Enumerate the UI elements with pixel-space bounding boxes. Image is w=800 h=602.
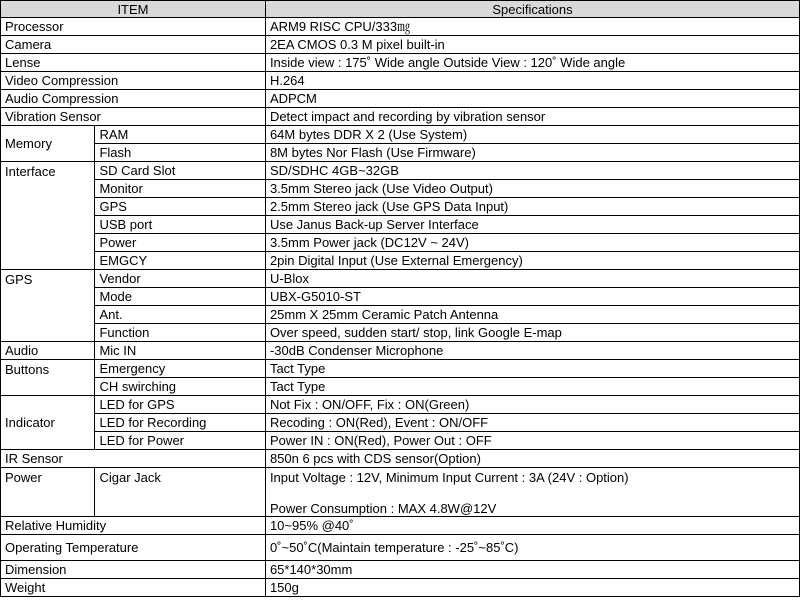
table-row [1,108,800,126]
row-value: -30dB Condenser Microphone [265,342,799,360]
row-value: Use Janus Back-up Server Interface [265,216,799,234]
table-row [1,396,800,414]
row-value: Tact Type [265,360,799,378]
row-value: Recoding : ON(Red), Event : ON/OFF [265,414,799,432]
table-row [1,468,800,517]
row-value [265,468,799,517]
sub-label: SD Card Slot [95,162,265,180]
row-value: UBX-G5010-ST [265,288,799,306]
table-row [1,144,800,162]
row-value: 850n 6 pcs with CDS sensor(Option) [265,450,799,468]
row-value: 8M bytes Nor Flash (Use Firmware) [265,144,799,162]
row-label: Dimension [1,561,266,579]
row-value: SD/SDHC 4GB~32GB [265,162,799,180]
sub-label: LED for Power [95,432,265,450]
header-row [1,1,800,18]
row-value: Detect impact and recording by vibration sensor [265,108,799,126]
sub-label: CH swirching [95,378,265,396]
row-value: 3.5mm Power jack (DC12V ~ 24V) [265,234,799,252]
table-row [1,126,800,144]
row-label: Lense [1,54,266,72]
group-label: Memory [1,126,95,162]
row-label: Operating Temperature [1,535,266,561]
row-label: Video Compression [1,72,266,90]
table-row [1,432,800,450]
power-input-text: Input Voltage : 12V, Minimum Input Current : 3A (24V : Option) [269,470,629,485]
sub-label: Cigar Jack [95,468,265,517]
group-label: Power [1,468,95,517]
sub-label: RAM [95,126,265,144]
row-value: 150g [265,579,799,597]
row-value: Over speed, sudden start/ stop, link Google E-map [265,324,799,342]
table-row [1,579,800,597]
sub-label: Function [95,324,265,342]
row-value: ADPCM [265,90,799,108]
group-label: Audio [1,342,95,360]
table-row [1,36,800,54]
row-value: 65*140*30mm [265,561,799,579]
row-label: Weight [1,579,266,597]
row-value: Power IN : ON(Red), Power Out : OFF [265,432,799,450]
header-item: ITEM [1,1,266,18]
table-row [1,162,800,180]
table-row [1,90,800,108]
table-row [1,72,800,90]
table-row [1,517,800,535]
sub-label: Emergency [95,360,265,378]
header-specifications: Specifications [265,1,799,18]
row-value: ARM9 RISC CPU/333㎎ [265,18,799,36]
table-row [1,450,800,468]
row-value: Inside view : 175˚ Wide angle Outside View : 120˚ Wide angle [265,54,799,72]
table-row [1,342,800,360]
table-row [1,180,800,198]
table-row [1,378,800,396]
row-label: Processor [1,18,266,36]
table-row [1,414,800,432]
sub-label: EMGCY [95,252,265,270]
row-value: 3.5mm Stereo jack (Use Video Output) [265,180,799,198]
sub-label: Mode [95,288,265,306]
group-label: Indicator [1,396,95,450]
table-row [1,270,800,288]
group-label: Buttons [1,360,95,396]
sub-label: USB port [95,216,265,234]
sub-label: Monitor [95,180,265,198]
sub-label: Vendor [95,270,265,288]
table-row [1,288,800,306]
table-row [1,535,800,561]
row-value: 64M bytes DDR X 2 (Use System) [265,126,799,144]
group-label: GPS [1,270,95,342]
row-value: Tact Type [265,378,799,396]
sub-label: Mic IN [95,342,265,360]
sub-label: GPS [95,198,265,216]
row-label: Audio Compression [1,90,266,108]
row-label: IR Sensor [1,450,266,468]
table-row [1,306,800,324]
table-row [1,360,800,378]
row-label: Camera [1,36,266,54]
table-row [1,234,800,252]
table-row [1,561,800,579]
row-value: 25mm X 25mm Ceramic Patch Antenna [265,306,799,324]
row-value: U-Blox [265,270,799,288]
table-row [1,198,800,216]
row-value: 2.5mm Stereo jack (Use GPS Data Input) [265,198,799,216]
table-row [1,324,800,342]
row-value: 2EA CMOS 0.3 M pixel built-in [265,36,799,54]
group-label: Interface [1,162,95,270]
power-consumption-text: Power Consumption : MAX 4.8W@12V [269,501,497,516]
row-value: 2pin Digital Input (Use External Emergency) [265,252,799,270]
row-value: H.264 [265,72,799,90]
table-row [1,216,800,234]
sub-label: Flash [95,144,265,162]
sub-label: Power [95,234,265,252]
sub-label: LED for GPS [95,396,265,414]
sub-label: Ant. [95,306,265,324]
row-label: Vibration Sensor [1,108,266,126]
row-value: Not Fix : ON/OFF, Fix : ON(Green) [265,396,799,414]
row-value: 10~95% @40˚ [265,517,799,535]
row-label: Relative Humidity [1,517,266,535]
row-value: 0˚~50˚C(Maintain temperature : -25˚~85˚C) [265,535,799,561]
table-row [1,54,800,72]
table-row [1,18,800,36]
sub-label: LED for Recording [95,414,265,432]
table-row [1,252,800,270]
